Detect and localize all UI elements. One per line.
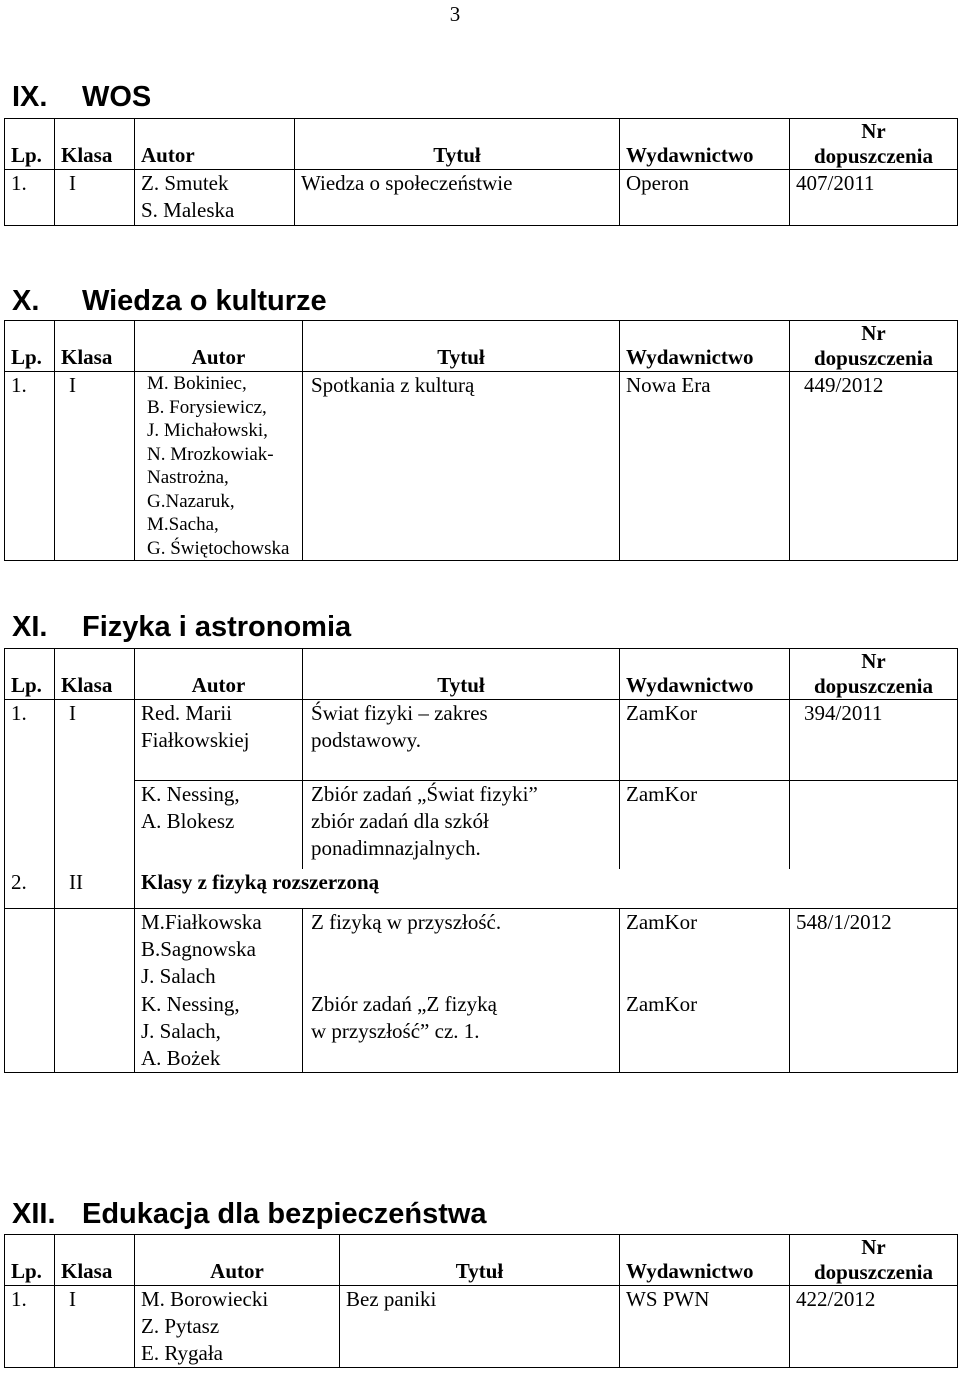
table-row [5, 909, 958, 991]
cell-lp: 1. [5, 700, 55, 781]
table-row [5, 170, 958, 226]
cell-nr [790, 781, 958, 869]
header-autor: Autor [135, 119, 295, 170]
cell-tytul [303, 781, 620, 869]
header-autor: Autor [135, 1235, 340, 1286]
header-wydawnictwo: Wydawnictwo [620, 649, 790, 700]
text-lines [141, 1286, 333, 1367]
text-line: zbiór zadań dla szkół [311, 809, 489, 833]
cell-wydawnictwo: ZamKor [620, 700, 790, 781]
header-nr-line1: Nr [861, 119, 886, 143]
text-line: N. Mrozkowiak- [147, 443, 274, 465]
cell-lp: 1. [5, 170, 55, 226]
section-title: WOS [82, 81, 152, 113]
text-line: G.Nazaruk, [147, 490, 235, 512]
text-line: M.Fiałkowska [141, 910, 262, 934]
section-heading-wos [12, 80, 151, 114]
text-line: B.Sagnowska [141, 937, 256, 961]
cell-tytul [303, 991, 620, 1073]
header-lp: Lp. [5, 1235, 55, 1286]
text-line: K. Nessing, [141, 782, 240, 806]
page-number: 3 [449, 2, 461, 26]
header-klasa: Klasa [55, 119, 135, 170]
cell-klasa: I [55, 170, 135, 226]
table-header [5, 321, 958, 372]
cell-wydawnictwo: ZamKor [620, 991, 790, 1073]
cell-klasa: I [55, 1286, 135, 1368]
section-heading-wiedza-o-kulturze [12, 284, 327, 318]
cell-tytul: Bez paniki [340, 1286, 620, 1368]
text-lines [311, 781, 613, 862]
cell-klasa: I [55, 372, 135, 561]
cell-nr: 548/1/2012 [790, 909, 958, 991]
section-title: Fizyka i astronomia [82, 611, 352, 643]
cell-autor [135, 781, 303, 869]
text-line: Zbiór zadań „Z fizyką [311, 991, 497, 1016]
text-line: M. Borowiecki [141, 1287, 269, 1311]
header-nr-line1: Nr [861, 1235, 886, 1259]
header-nr-line1: Nr [861, 649, 886, 673]
text-lines [311, 700, 613, 754]
table-fizyka [4, 648, 958, 1073]
section-numeral: X. [12, 285, 40, 317]
text-line: Świat fizyki – zakres [311, 701, 488, 725]
header-nr-line2: dopuszczenia [813, 1260, 933, 1284]
cell-wydawnictwo: WS PWN [620, 1286, 790, 1368]
text-line: Red. Marii [141, 701, 232, 725]
cell-klasa [55, 909, 135, 991]
table-row [5, 781, 958, 869]
text-line: Z. Pytasz [141, 1314, 220, 1338]
text-line: Fiałkowskiej [141, 728, 250, 752]
header-nr [790, 649, 958, 700]
table-edb [4, 1234, 958, 1368]
section-numeral: IX. [12, 81, 48, 113]
header-lp: Lp. [5, 649, 55, 700]
text-line: A. Bożek [141, 1045, 221, 1070]
table-header [5, 119, 958, 170]
cell-autor [135, 170, 295, 226]
header-klasa: Klasa [55, 321, 135, 372]
text-line: w przyszłość” cz. 1. [311, 1018, 480, 1043]
text-lines [311, 991, 613, 1045]
text-lines [147, 372, 296, 560]
header-tytul: Tytuł [303, 649, 620, 700]
text-lines [141, 909, 296, 990]
section-numeral: XI. [12, 611, 48, 643]
cell-lp: 2. [5, 869, 55, 909]
cell-autor [135, 909, 303, 991]
text-line: K. Nessing, [141, 991, 240, 1016]
cell-lp [5, 991, 55, 1073]
text-line: M.Sacha, [147, 514, 219, 535]
text-lines [141, 781, 296, 835]
text-line: Zbiór zadań „Świat fizyki” [311, 782, 538, 806]
cell-lp: 1. [5, 1286, 55, 1368]
cell-nr: 394/2011 [790, 700, 958, 781]
text-line: Nastrożna, [147, 467, 229, 488]
text-line: S. Maleska [141, 198, 235, 222]
header-nr [790, 321, 958, 372]
cell-wydawnictwo: Nowa Era [620, 372, 790, 561]
cell-lp [5, 781, 55, 869]
table-wiedza-o-kulturze [4, 320, 958, 561]
text-line: podstawowy. [311, 728, 422, 752]
header-klasa: Klasa [55, 649, 135, 700]
header-tytul: Tytuł [340, 1235, 620, 1286]
section-title: Edukacja dla bezpieczeństwa [82, 1198, 487, 1230]
section-heading-fizyka [12, 610, 351, 644]
cell-nr: 449/2012 [790, 372, 958, 561]
header-wydawnictwo: Wydawnictwo [620, 1235, 790, 1286]
header-lp: Lp. [5, 321, 55, 372]
text-line: G. Świętochowska [147, 537, 290, 559]
header-wydawnictwo: Wydawnictwo [620, 119, 790, 170]
header-nr-line2: dopuszczenia [813, 144, 933, 168]
header-tytul: Tytuł [303, 321, 620, 372]
text-line: E. Rygała [141, 1341, 223, 1365]
text-lines [141, 700, 296, 754]
cell-lp: 1. [5, 372, 55, 561]
cell-wydawnictwo: ZamKor [620, 781, 790, 869]
header-nr-line1: Nr [861, 321, 886, 345]
cell-tytul: Spotkania z kulturą [303, 372, 620, 561]
text-line: J. Salach [141, 964, 216, 988]
cell-klasa: I [55, 700, 135, 781]
table-row [5, 700, 958, 781]
cell-klasa [55, 991, 135, 1073]
cell-nr: 422/2012 [790, 1286, 958, 1368]
header-autor: Autor [135, 321, 303, 372]
header-wydawnictwo: Wydawnictwo [620, 321, 790, 372]
table-row [5, 869, 958, 909]
text-line: J. Salach, [141, 1018, 221, 1043]
text-line: B. Forysiewicz, [147, 396, 267, 418]
text-lines [141, 991, 296, 1072]
header-nr-line2: dopuszczenia [813, 346, 933, 370]
table-row [5, 1286, 958, 1368]
table-wos [4, 118, 958, 226]
header-nr [790, 119, 958, 170]
text-line: ponadimnazjalnych. [311, 836, 481, 860]
cell-nr: 407/2011 [790, 170, 958, 226]
table-row [5, 372, 958, 561]
cell-klasa: II [55, 869, 135, 909]
cell-note: Klasy z fizyką rozszerzoną [135, 869, 958, 909]
header-autor: Autor [135, 649, 303, 700]
table-header [5, 1235, 958, 1286]
header-nr-line2: dopuszczenia [813, 674, 933, 698]
text-line: M. Bokiniec, [147, 373, 247, 394]
cell-wydawnictwo: ZamKor [620, 909, 790, 991]
section-numeral: XII. [12, 1198, 56, 1230]
section-heading-edb [12, 1197, 487, 1231]
header-nr [790, 1235, 958, 1286]
cell-autor [135, 372, 303, 561]
cell-autor [135, 991, 303, 1073]
cell-tytul: Z fizyką w przyszłość. [303, 909, 620, 991]
cell-klasa [55, 781, 135, 869]
cell-tytul [303, 700, 620, 781]
header-lp: Lp. [5, 119, 55, 170]
cell-wydawnictwo: Operon [620, 170, 790, 226]
header-tytul: Tytuł [295, 119, 620, 170]
table-row [5, 991, 958, 1073]
header-klasa: Klasa [55, 1235, 135, 1286]
table-header [5, 649, 958, 700]
cell-nr [790, 991, 958, 1073]
text-line: A. Blokesz [141, 809, 235, 833]
cell-autor [135, 700, 303, 781]
section-title: Wiedza o kulturze [82, 285, 327, 317]
text-lines [141, 170, 288, 224]
text-line: Z. Smutek [141, 171, 229, 195]
cell-autor [135, 1286, 340, 1368]
cell-tytul: Wiedza o społeczeństwie [295, 170, 620, 226]
cell-lp [5, 909, 55, 991]
text-line: J. Michałowski, [147, 420, 268, 441]
